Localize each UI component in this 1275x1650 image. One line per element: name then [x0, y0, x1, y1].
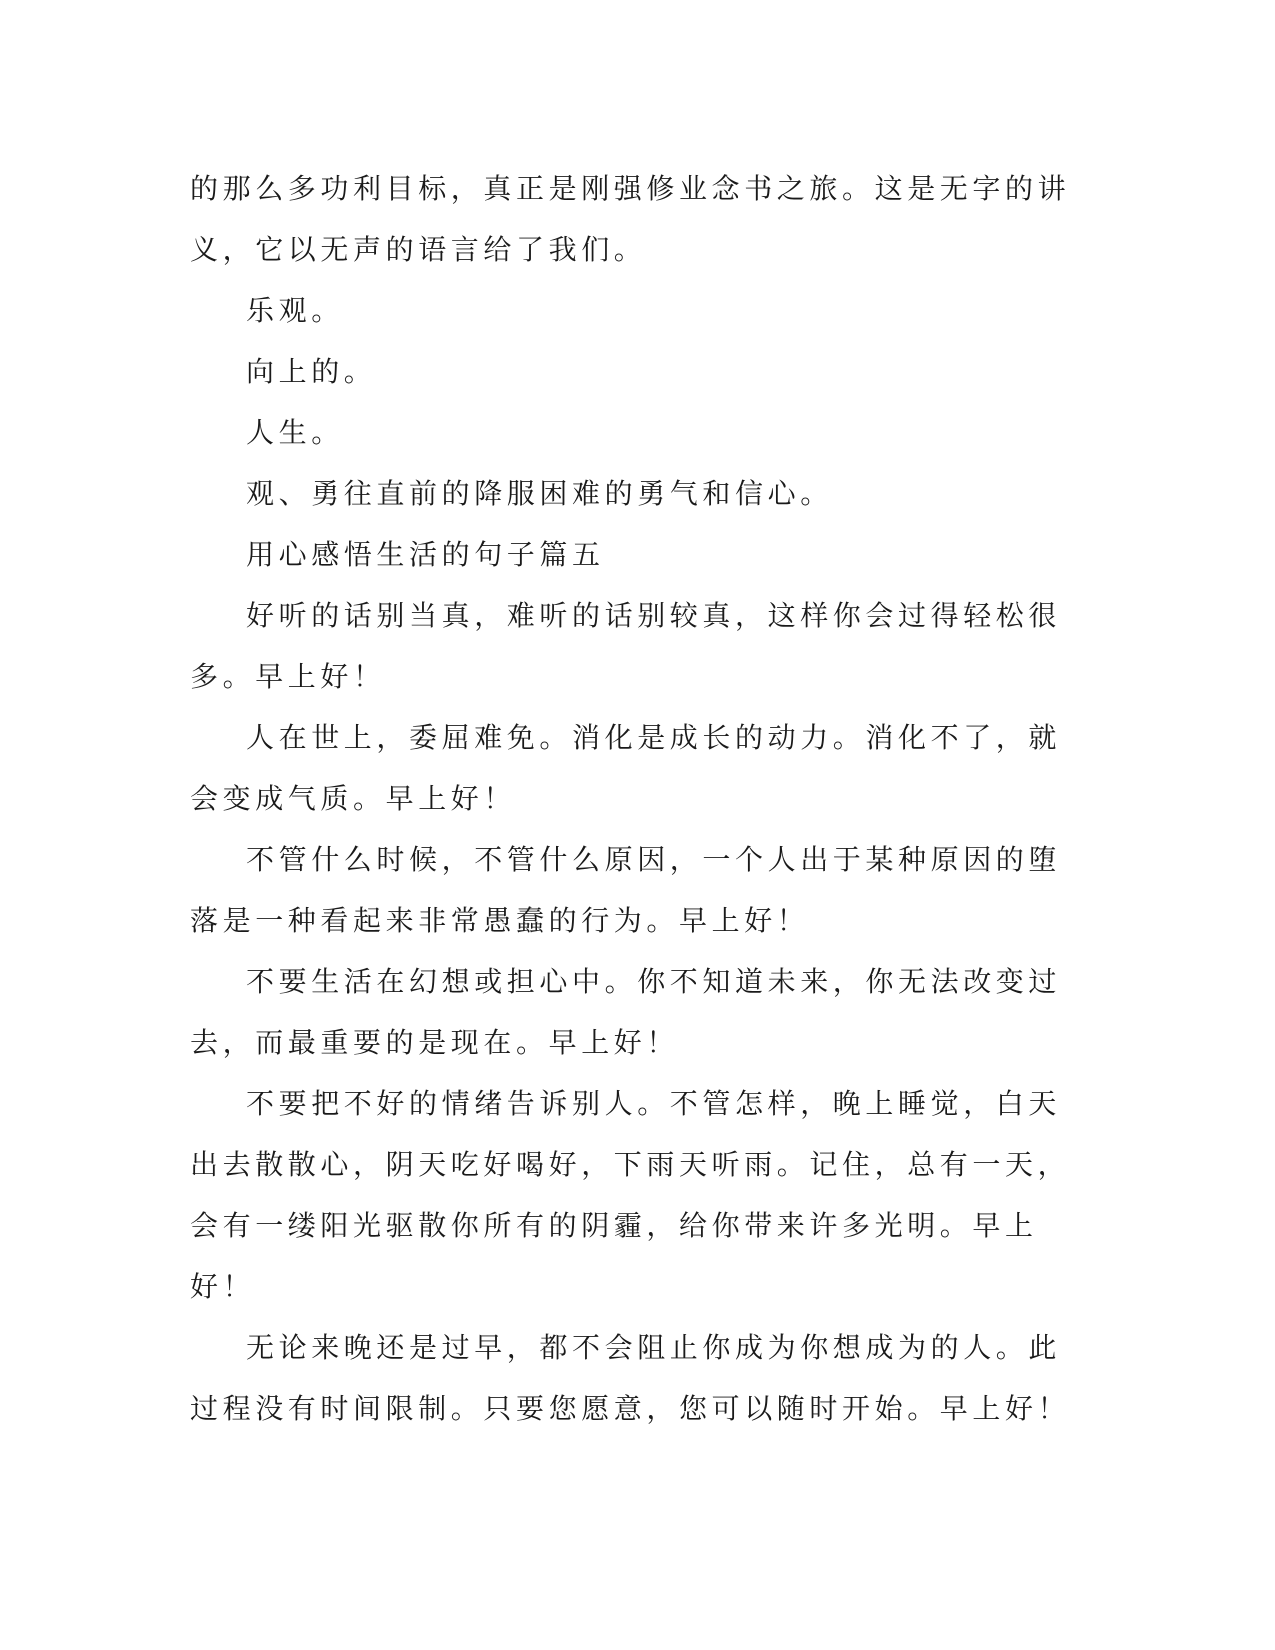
- paragraph: 不管什么时候，不管什么原因，一个人出于某种原因的堕落是一种看起来非常愚蠢的行为。早上好！: [190, 843, 1062, 937]
- paragraph: 观、勇往直前的降服困难的勇气和信心。: [246, 477, 833, 510]
- document-body: [190, 158, 1090, 1439]
- paragraph: 乐观。: [246, 294, 344, 327]
- paragraph: 无论来晚还是过早，都不会阻止你成为你想成为的人。此过程没有时间限制。只要您愿意，您可以随时开始。早上好！: [190, 1331, 1071, 1425]
- paragraph: 人在世上，委屈难免。消化是成长的动力。消化不了，就会变成气质。早上好！: [190, 721, 1062, 815]
- paragraph: 好听的话别当真，难听的话别较真，这样你会过得轻松很多。早上好！: [190, 599, 1062, 693]
- paragraph: 不要生活在幻想或担心中。你不知道未来，你无法改变过去，而最重要的是现在。早上好！: [190, 965, 1062, 1059]
- paragraph: 向上的。: [246, 355, 377, 388]
- paragraph: 人生。: [246, 416, 344, 449]
- paragraph-continued: 的那么多功利目标，真正是刚强修业念书之旅。这是无字的讲义，它以无声的语言给了我们。: [190, 172, 1071, 266]
- section-heading: 用心感悟生活的句子篇五: [246, 538, 605, 571]
- paragraph: 不要把不好的情绪告诉别人。不管怎样，晚上睡觉，白天出去散散心，阴天吃好喝好，下雨天听雨。记住，总有一天，会有一缕阳光驱散你所有的阴霾，给你带来许多光明。早上好！: [190, 1087, 1071, 1303]
